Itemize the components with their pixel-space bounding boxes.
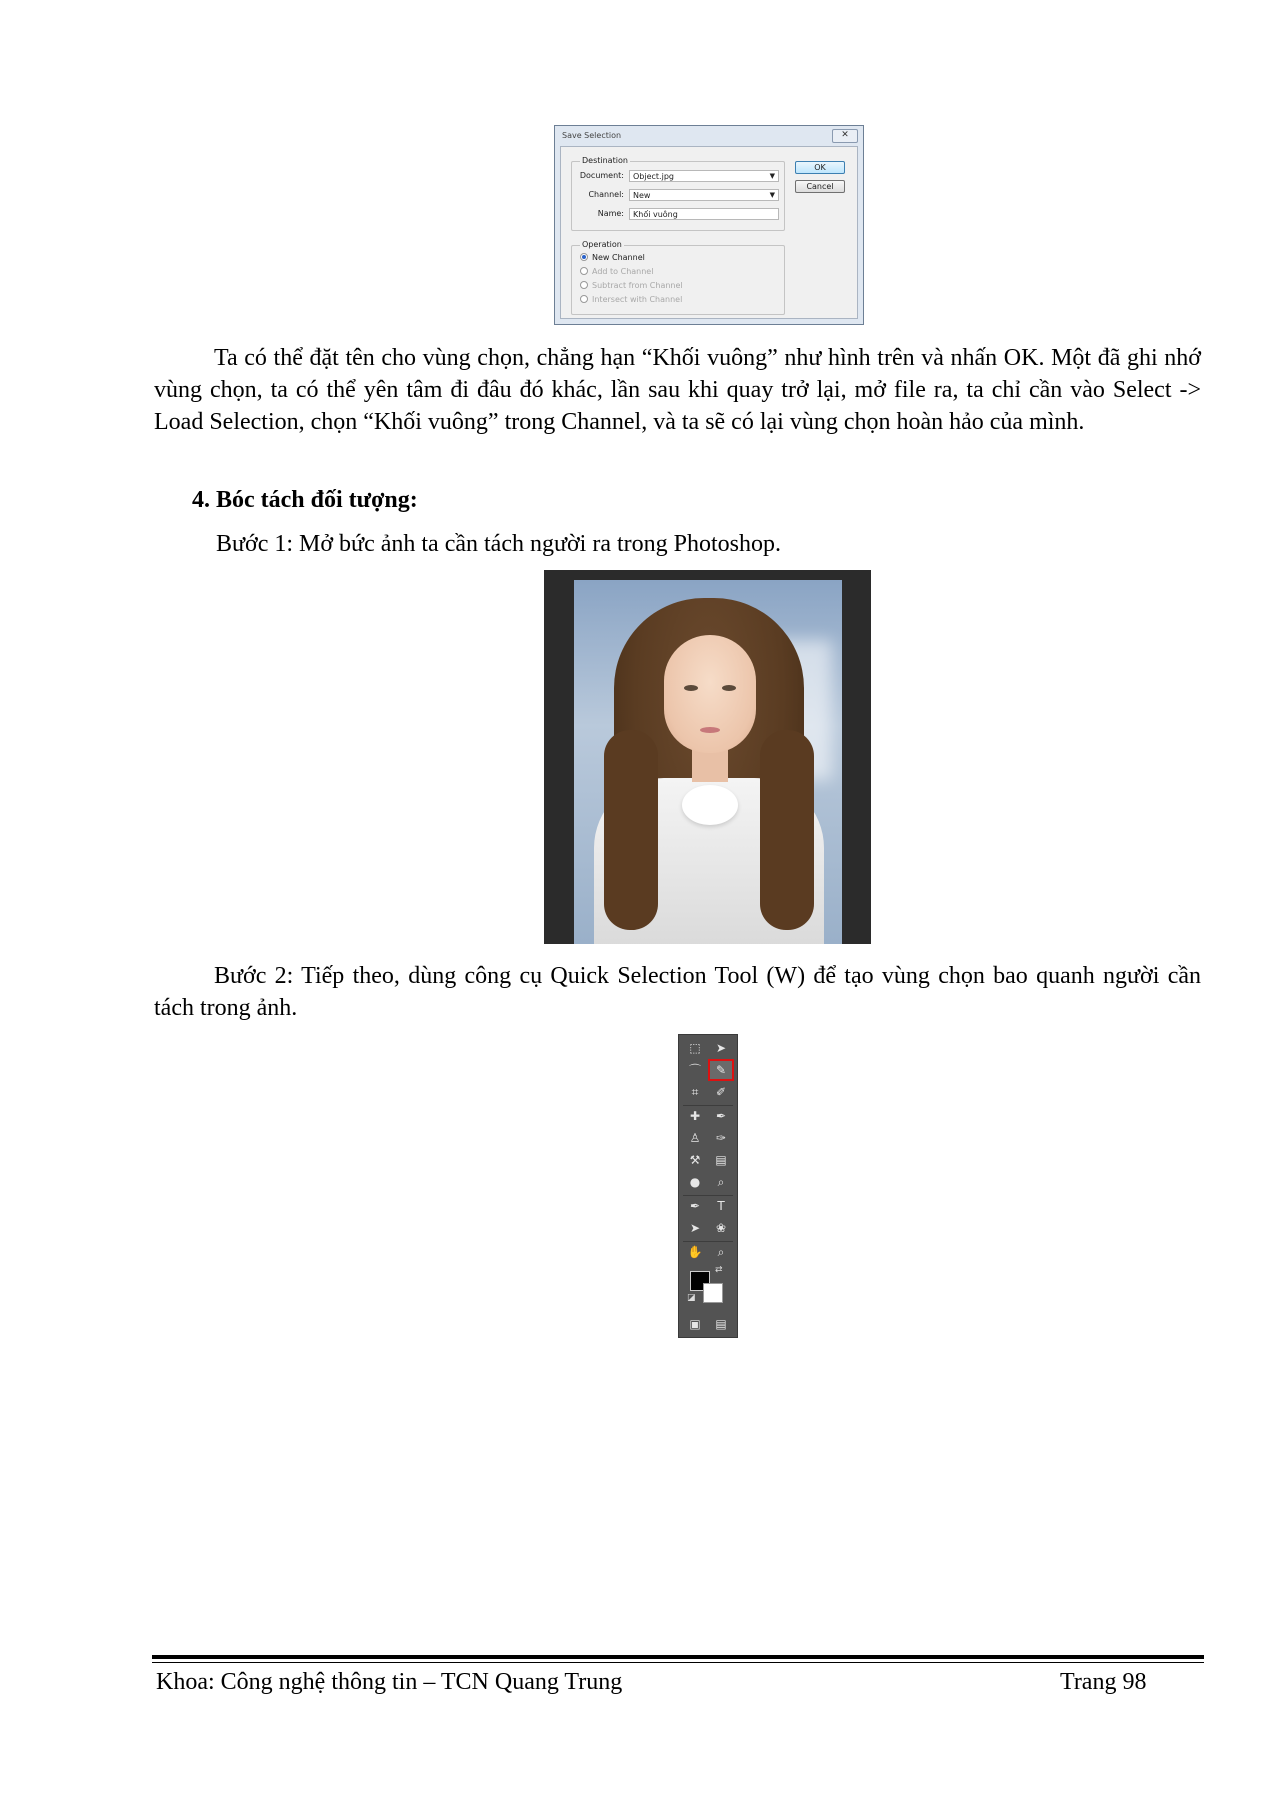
channel-value: New bbox=[633, 191, 651, 200]
eyedropper-tool-icon[interactable]: ✐ bbox=[715, 1085, 727, 1099]
footer-rule bbox=[152, 1655, 1204, 1659]
toolbox-divider bbox=[683, 1241, 733, 1242]
name-input[interactable] bbox=[629, 208, 779, 220]
default-colors-icon[interactable]: ◪ bbox=[687, 1293, 696, 1303]
move-tool-icon[interactable]: ➤ bbox=[715, 1041, 727, 1055]
quick-selection-tool-icon[interactable]: ✎ bbox=[710, 1061, 732, 1079]
background-color-swatch[interactable] bbox=[703, 1283, 723, 1303]
brush-tool-icon[interactable]: ✒ bbox=[715, 1109, 727, 1123]
document-label: Document: bbox=[579, 171, 624, 180]
hand-tool-icon[interactable]: ✋ bbox=[687, 1245, 703, 1259]
left-eye bbox=[684, 685, 698, 691]
hair-right bbox=[760, 730, 814, 930]
neck bbox=[692, 748, 728, 782]
chevron-down-icon: ▼ bbox=[769, 191, 775, 199]
step-2-content: Bước 2: Tiếp theo, dùng công cụ Quick Selection Tool (W) để tạo vùng chọn bao quanh người cần tách trong ảnh. bbox=[154, 963, 1201, 1021]
screen-mode-icon[interactable]: ▤ bbox=[715, 1317, 727, 1331]
radio-label: New Channel bbox=[592, 253, 645, 262]
quick-mask-icon[interactable]: ▣ bbox=[689, 1317, 701, 1331]
cancel-button[interactable]: Cancel bbox=[795, 180, 845, 193]
step-2-text bbox=[154, 960, 1201, 1024]
type-tool-icon[interactable]: T bbox=[717, 1199, 725, 1213]
history-brush-tool-icon[interactable]: ✑ bbox=[715, 1131, 727, 1145]
destination-label: Destination bbox=[582, 156, 628, 165]
path-selection-tool-icon[interactable]: ➤ bbox=[689, 1221, 701, 1235]
mouth bbox=[700, 727, 720, 733]
radio-intersect-with-channel[interactable] bbox=[580, 294, 682, 306]
right-eye bbox=[722, 685, 736, 691]
eraser-tool-icon[interactable]: ⚒ bbox=[689, 1153, 701, 1167]
chevron-down-icon: ▼ bbox=[769, 172, 775, 180]
close-icon[interactable]: ✕ bbox=[832, 129, 858, 143]
toolbox-divider bbox=[683, 1105, 733, 1106]
radio-add-to-channel[interactable] bbox=[580, 266, 653, 278]
lasso-tool-icon[interactable]: ⌒ bbox=[688, 1063, 701, 1077]
crop-tool-icon[interactable]: ⌗ bbox=[691, 1085, 699, 1099]
name-value: Khối vuông bbox=[633, 210, 678, 219]
paragraph-text: Ta có thể đặt tên cho vùng chọn, chẳng hạn “Khối vuông” như hình trên và nhấn OK. Một đã ghi nhớ vùng chọn, ta có thể yên tâm đi đâu đó khác, lần sau khi quay trở lại, mở file ra, ta chỉ cần vào Select -> Load Selection, chọn “Khối vuông” trong Channel, và ta sẽ có lại vùng chọn hoàn hảo của mình. bbox=[154, 345, 1201, 435]
marquee-tool-icon[interactable]: ⬚ bbox=[689, 1041, 701, 1055]
shirt-bow bbox=[682, 785, 738, 825]
hair-left bbox=[604, 730, 658, 930]
radio-selected-icon bbox=[580, 253, 588, 261]
save-selection-dialog bbox=[554, 125, 864, 325]
section-heading: 4. Bóc tách đối tượng: bbox=[192, 487, 418, 513]
radio-icon bbox=[580, 295, 588, 303]
toolbox-divider bbox=[683, 1195, 733, 1196]
ok-button[interactable]: OK bbox=[795, 161, 845, 174]
shape-tool-icon[interactable]: ❀ bbox=[715, 1221, 727, 1235]
paragraph-save-selection bbox=[154, 342, 1201, 438]
dodge-tool-icon[interactable]: ⌕ bbox=[717, 1175, 725, 1189]
operation-label: Operation bbox=[582, 240, 622, 249]
zoom-tool-icon[interactable]: ⌕ bbox=[717, 1245, 725, 1259]
photo-canvas bbox=[574, 580, 842, 944]
dialog-body bbox=[560, 146, 858, 319]
operation-group bbox=[571, 240, 785, 315]
radio-label: Add to Channel bbox=[592, 267, 654, 276]
healing-brush-tool-icon[interactable]: ✚ bbox=[689, 1109, 701, 1123]
name-label: Name: bbox=[597, 209, 624, 218]
footer-department: Khoa: Công nghệ thông tin – TCN Quang Trung bbox=[156, 1669, 623, 1695]
document-select[interactable] bbox=[629, 170, 779, 182]
clone-stamp-tool-icon[interactable]: ♙ bbox=[689, 1131, 701, 1145]
swap-colors-icon[interactable]: ⇄ bbox=[715, 1265, 723, 1275]
step-1-text: Bước 1: Mở bức ảnh ta cần tách người ra trong Photoshop. bbox=[216, 531, 781, 557]
photoshop-toolbox bbox=[678, 1034, 738, 1338]
pen-tool-icon[interactable]: ✒ bbox=[689, 1199, 701, 1213]
dialog-title: Save Selection bbox=[562, 131, 622, 140]
channel-label: Channel: bbox=[588, 190, 624, 199]
radio-new-channel[interactable] bbox=[580, 252, 645, 264]
radio-label: Subtract from Channel bbox=[592, 281, 683, 290]
blur-tool-icon[interactable]: ● bbox=[689, 1175, 701, 1189]
destination-group bbox=[571, 156, 785, 231]
radio-icon bbox=[580, 267, 588, 275]
page-number: Trang 98 bbox=[1060, 1669, 1147, 1695]
radio-subtract-from-channel[interactable] bbox=[580, 280, 683, 292]
radio-icon bbox=[580, 281, 588, 289]
footer-rule-thin bbox=[152, 1662, 1204, 1663]
radio-label: Intersect with Channel bbox=[592, 295, 683, 304]
gradient-tool-icon[interactable]: ▤ bbox=[715, 1153, 727, 1167]
channel-select[interactable] bbox=[629, 189, 779, 201]
face bbox=[664, 635, 756, 753]
portrait-photo bbox=[544, 570, 871, 944]
document-value: Object.jpg bbox=[633, 172, 674, 181]
